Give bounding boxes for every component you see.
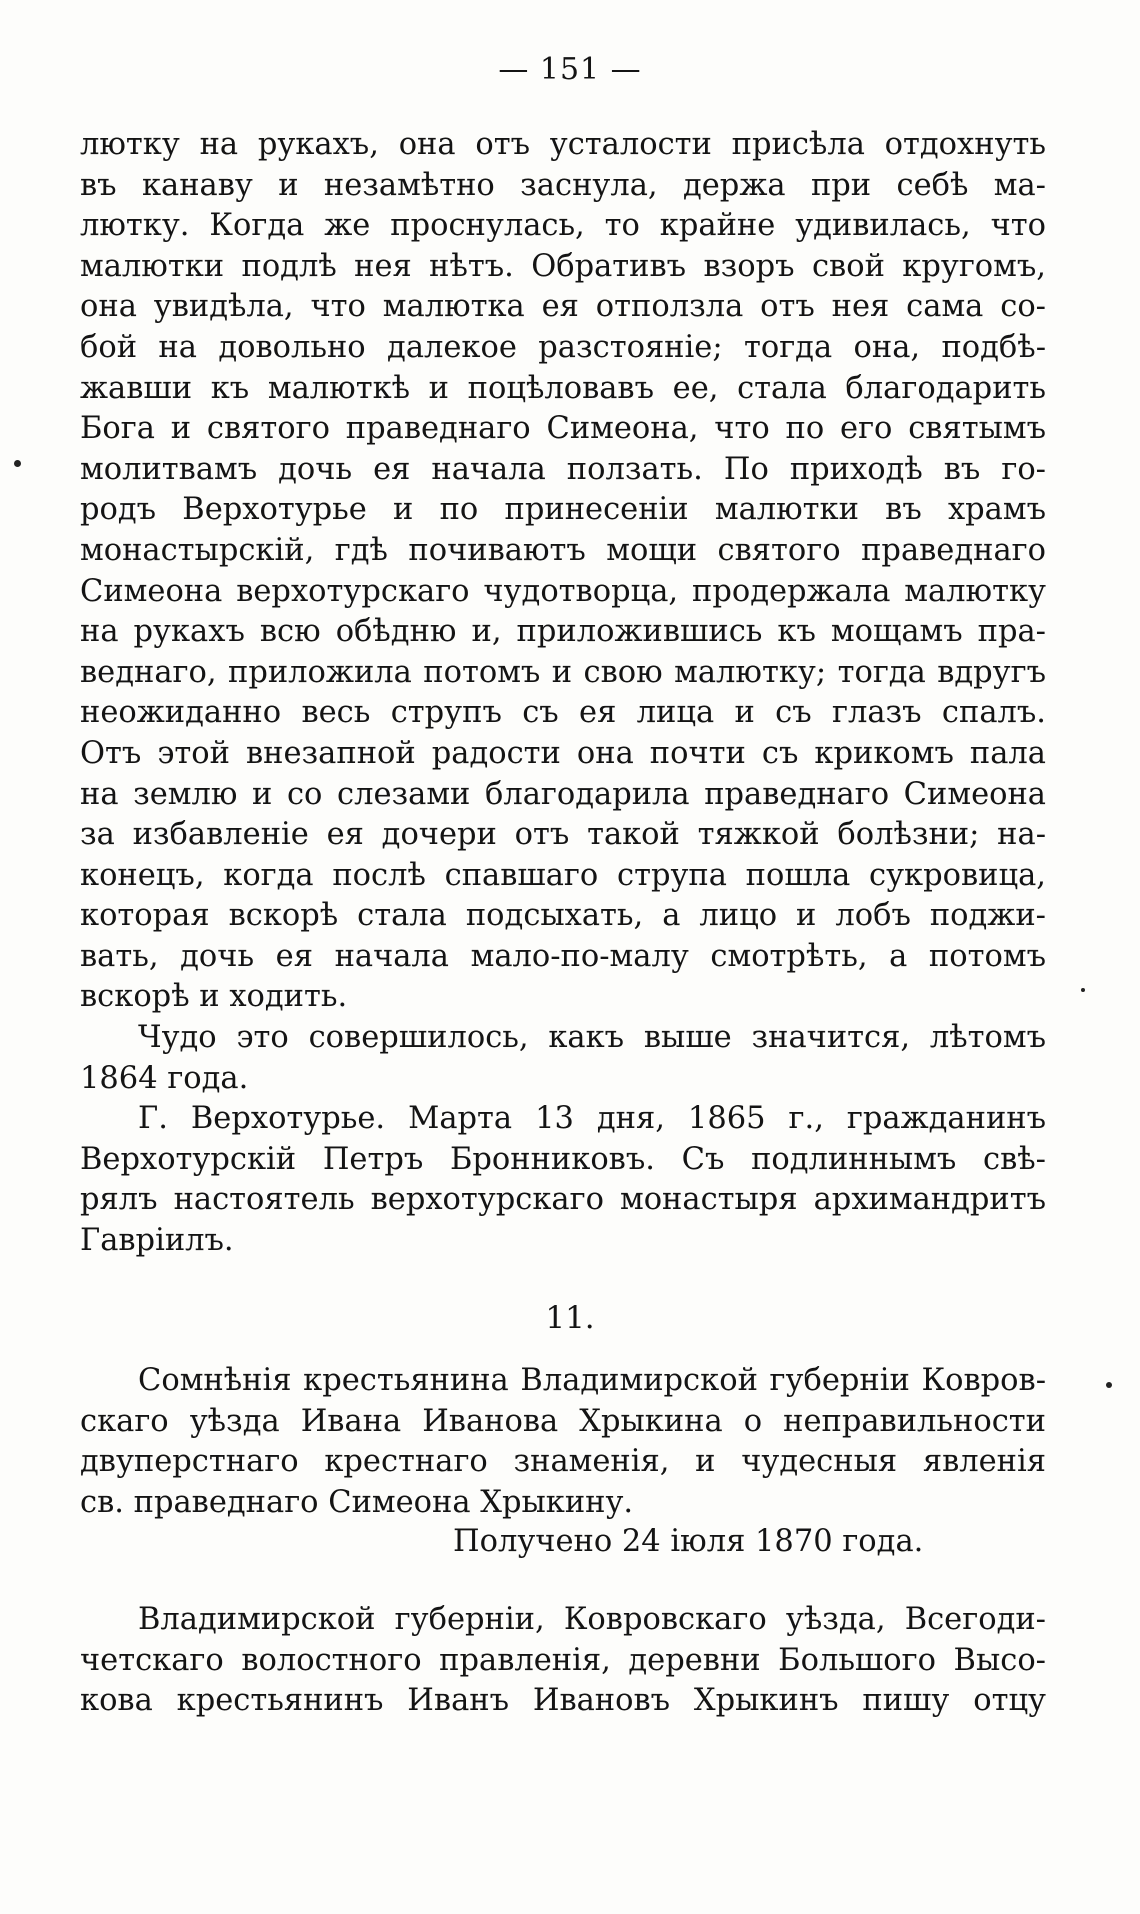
text-line: четскаго волостного правленія, деревни Большого Высо- xyxy=(80,1642,1046,1678)
paragraph-miracle-account xyxy=(80,125,1046,1018)
text-line: монастырскій, гдѣ почиваютъ мощи святого праведнаго xyxy=(80,532,1046,568)
heading-line: двуперстнаго крестнаго знаменія, и чудесныя явленія xyxy=(80,1444,1046,1480)
text-line: Верхотурскій Петръ Бронниковъ. Съ подлиннымъ свѣ- xyxy=(80,1141,1046,1177)
text-line: въ канаву и незамѣтно заснула, держа при себѣ ма- xyxy=(80,167,1046,203)
text-line: 1864 года. xyxy=(80,1060,249,1096)
text-line: кова крестьянинъ Иванъ Ивановъ Хрыкинъ пишу отцу xyxy=(80,1683,1046,1719)
heading-line: скаго уѣзда Ивана Иванова Хрыкина о неправильности xyxy=(80,1403,1046,1439)
text-line: Гавріилъ. xyxy=(80,1222,234,1258)
text-line: веднаго, приложила потомъ и свою малютку; тогда вдругъ xyxy=(80,654,1046,690)
text-line: молитвамъ дочь ея начала ползать. По приходѣ въ го- xyxy=(80,451,1046,487)
text-line: Г. Верхотурье. Марта 13 дня, 1865 г., гражданинъ xyxy=(138,1101,1046,1136)
text-line: на рукахъ всю обѣдню и, приложившись къ мощамъ пра- xyxy=(80,614,1046,650)
text-line: Отъ этой внезапной радости она почти съ крикомъ пала xyxy=(80,735,1046,771)
text-line: которая вскорѣ стала подсыхать, а лицо и лобъ поджи- xyxy=(80,898,1046,934)
received-date: Получено 24 іюля 1870 года. xyxy=(453,1524,924,1559)
text-line: Бога и святого праведнаго Симеона, что по его святымъ xyxy=(80,411,1046,447)
text-line: жавши къ малюткѣ и поцѣловавъ ее, стала благодарить xyxy=(80,370,1046,406)
text-line: на землю и со слезами благодарила праведнаго Симеона xyxy=(80,776,1046,812)
text-line: Чудо это совершилось, какъ выше значится, лѣтомъ xyxy=(138,1020,1046,1055)
text-line: она увидѣла, что малютка ея отползла отъ нея сама со- xyxy=(80,289,1046,325)
paragraph-letter-start xyxy=(80,1600,1046,1722)
ink-speck xyxy=(1106,1382,1112,1388)
text-line: неожиданно весь струпъ съ ея лица и съ глазъ спалъ. xyxy=(80,695,1046,731)
text-line: бой на довольно далекое разстояніе; тогда она, подбѣ- xyxy=(80,329,1046,365)
heading-line: св. праведнаго Симеона Хрыкину. xyxy=(80,1484,634,1520)
text-line: Владимирской губерніи, Ковровскаго уѣзда, Всегоди- xyxy=(138,1602,1046,1637)
text-line: конецъ, когда послѣ спавшаго струпа пошла сукровица, xyxy=(80,857,1046,893)
text-line: родъ Верхотурье и по принесеніи малютки въ храмъ xyxy=(80,492,1046,528)
text-line: за избавленіе ея дочери отъ такой тяжкой болѣзни; на- xyxy=(80,817,1046,853)
text-line: лютку на рукахъ, она отъ усталости присѣла отдохнуть xyxy=(80,127,1046,162)
section-number: 11. xyxy=(545,1300,595,1336)
section-heading xyxy=(80,1361,1046,1523)
text-line: малютки подлѣ нея нѣтъ. Обративъ взоръ свой кругомъ, xyxy=(80,248,1046,284)
heading-line: Сомнѣнія крестьянина Владимирской губерніи Ковров- xyxy=(138,1363,1046,1398)
paragraph-date-note xyxy=(80,1018,1046,1099)
text-line: лютку. Когда же проснулась, то крайне удивилась, что xyxy=(80,208,1046,244)
ink-speck xyxy=(1081,988,1085,992)
text-line: вать, дочь ея начала мало-по-малу смотрѣть, а потомъ xyxy=(80,938,1046,974)
page-number: — 151 — xyxy=(498,52,642,87)
ink-speck xyxy=(14,460,21,467)
text-line: Симеона верхотурскаго чудотворца, продержала малютку xyxy=(80,573,1046,609)
paragraph-signature xyxy=(80,1099,1046,1261)
text-line: рялъ настоятель верхотурскаго монастыря архимандритъ xyxy=(80,1182,1046,1218)
text-line: вскорѣ и ходить. xyxy=(80,979,348,1015)
